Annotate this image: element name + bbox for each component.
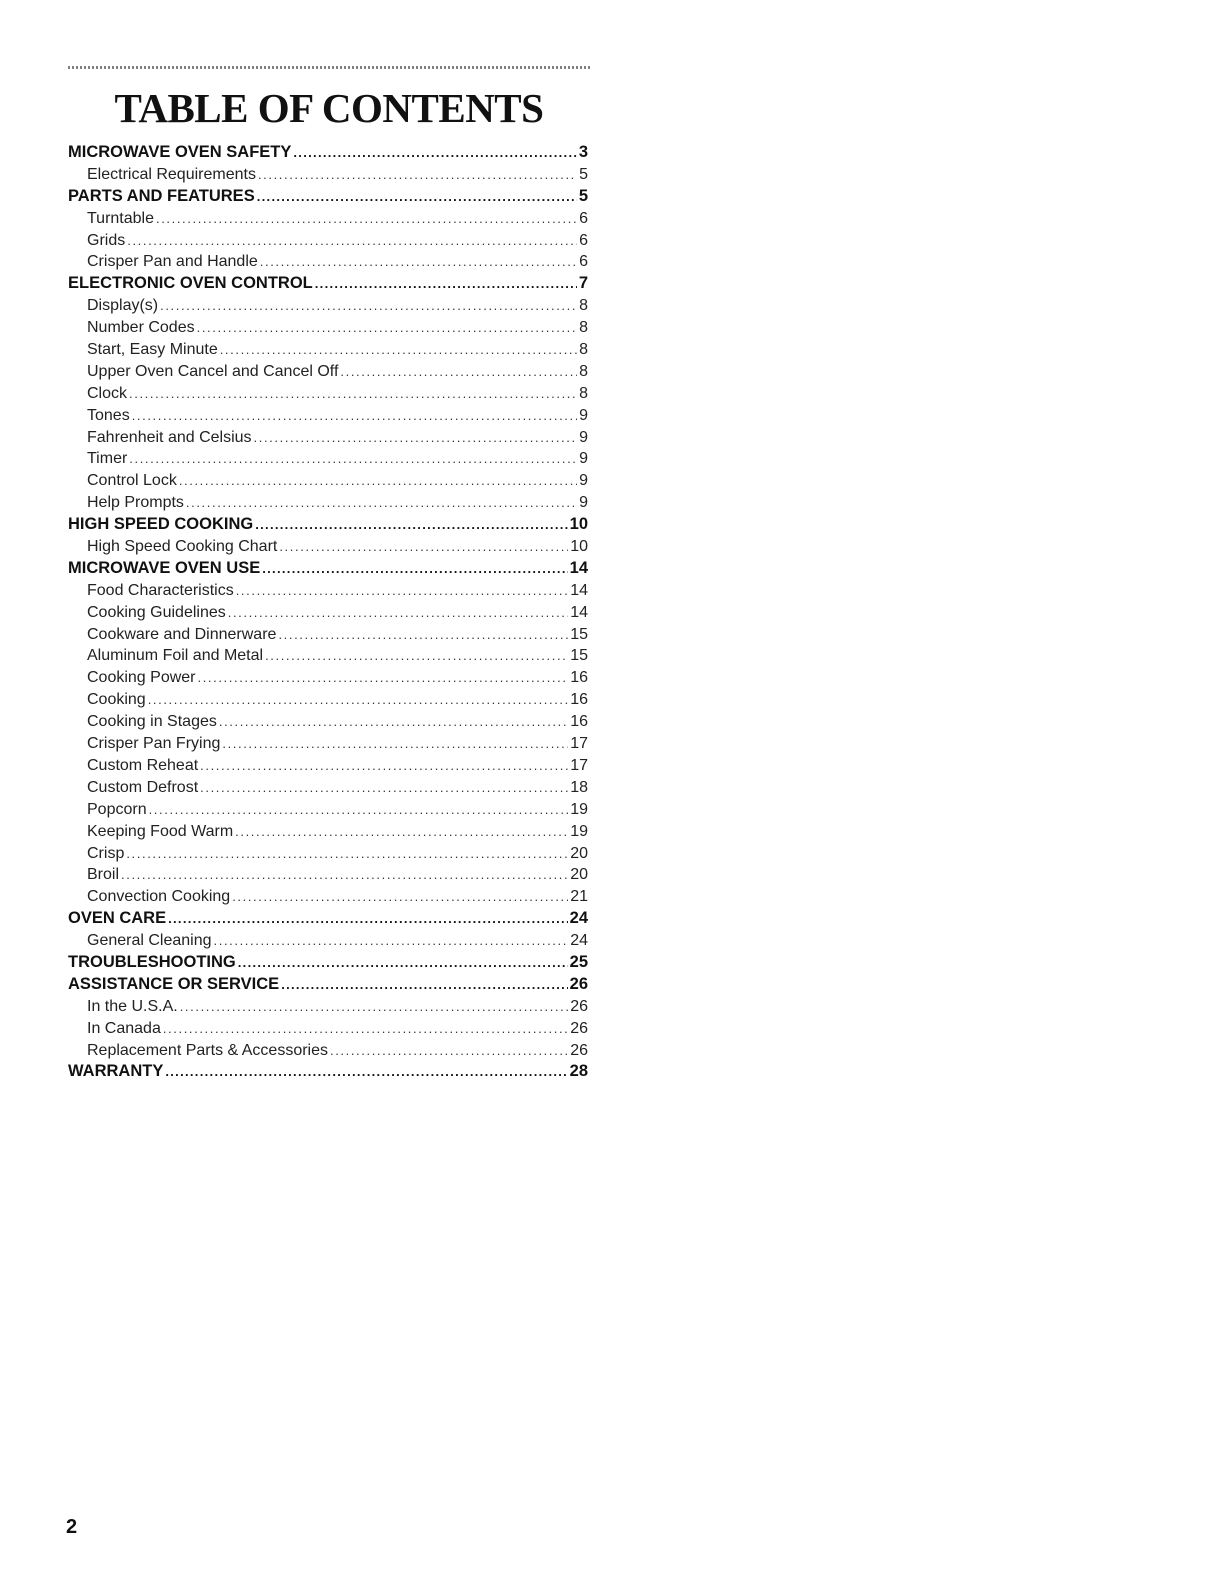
toc-section-entry [68, 974, 588, 996]
toc-subentry [68, 295, 588, 317]
toc-subentry [68, 536, 588, 558]
toc-entry-label: TROUBLESHOOTING [68, 952, 236, 971]
dot-leader [198, 667, 569, 689]
toc-section-entry [68, 558, 588, 580]
toc-entry-page: 9 [579, 428, 588, 446]
toc-subentry [68, 930, 588, 952]
toc-entry-page: 8 [579, 297, 588, 315]
toc-entry-page: 16 [570, 713, 588, 731]
dot-leader [163, 1018, 568, 1040]
toc-entry-label: Aluminum Foil and Metal [87, 647, 264, 665]
toc-entry-page: 17 [570, 735, 588, 753]
toc-section-entry [68, 908, 588, 930]
toc-entry-page: 15 [570, 625, 588, 643]
toc-entry-label: Number Codes [87, 319, 195, 337]
toc-entry-label: HIGH SPEED COOKING [68, 515, 254, 534]
dot-leader [258, 164, 577, 186]
toc-entry-page: 26 [570, 1041, 588, 1059]
toc-entry-page: 9 [579, 494, 588, 512]
toc-subentry [68, 164, 588, 186]
dot-leader [255, 514, 567, 536]
toc-entry-page: 25 [569, 952, 588, 971]
toc-section-entry [68, 514, 588, 536]
toc-subentry [68, 799, 588, 821]
page-title: TABLE OF CONTENTS [114, 85, 544, 131]
toc-entry-page: 9 [579, 406, 588, 424]
toc-entry-page: 6 [579, 253, 588, 271]
toc-section-entry [68, 142, 588, 164]
toc-entry-page: 28 [569, 1062, 588, 1081]
toc-entry-page: 24 [569, 909, 588, 928]
toc-subentry [68, 624, 588, 646]
toc-subentry [68, 383, 588, 405]
toc-subentry [68, 427, 588, 449]
dot-leader [265, 645, 568, 667]
dot-leader [121, 864, 568, 886]
toc-entry-page: 17 [570, 756, 588, 774]
toc-entry-page: 6 [579, 231, 588, 249]
dot-leader [293, 142, 576, 164]
toc-entry-page: 10 [570, 538, 588, 556]
toc-entry-label: MICROWAVE OVEN USE [68, 558, 261, 577]
toc-entry-label: Clock [87, 384, 128, 402]
dot-leader [254, 427, 578, 449]
toc-entry-label: Turntable [87, 209, 154, 227]
dot-leader [262, 558, 567, 580]
toc-entry-page: 16 [570, 691, 588, 709]
toc-entry-label: General Cleaning [87, 932, 212, 950]
toc-section-entry [68, 273, 588, 295]
toc-entry-page: 5 [579, 165, 588, 183]
toc-entry-page: 15 [570, 647, 588, 665]
dot-leader [219, 711, 568, 733]
dot-leader [278, 624, 568, 646]
toc-entry-page: 10 [569, 515, 588, 534]
toc-entry-label: Tones [87, 406, 130, 424]
toc-entry-label: MICROWAVE OVEN SAFETY [68, 143, 292, 161]
dot-leader [165, 1061, 567, 1083]
toc-entry-page: 20 [570, 866, 588, 884]
toc-subentry [68, 492, 588, 514]
toc-entry-label: Convection Cooking [87, 888, 231, 906]
toc-entry-label: Start, Easy Minute [87, 341, 218, 359]
toc-section-entry [68, 1061, 588, 1083]
dot-leader [330, 1040, 568, 1062]
dot-leader [214, 930, 569, 952]
toc-subentry [68, 755, 588, 777]
toc-subentry [68, 689, 588, 711]
toc-entry-label: Timer [87, 450, 128, 468]
dot-leader [197, 317, 577, 339]
toc-subentry [68, 821, 588, 843]
toc-entry-page: 19 [570, 822, 588, 840]
toc-section-entry [68, 952, 588, 974]
dot-leader [220, 339, 577, 361]
toc-entry-label: Popcorn [87, 800, 147, 818]
dot-leader [236, 580, 568, 602]
toc-entry-label: Cooking Guidelines [87, 603, 226, 621]
toc-entry-page: 8 [579, 319, 588, 337]
dot-leader [149, 799, 569, 821]
toc-entry-page: 8 [579, 362, 588, 380]
dot-leader [232, 886, 568, 908]
toc-entry-page: 26 [569, 974, 588, 993]
toc-entry-page: 14 [570, 581, 588, 599]
page-number: 2 [66, 1516, 78, 1538]
dot-leader [279, 536, 568, 558]
toc-entry-label: Upper Oven Cancel and Cancel Off [87, 362, 339, 380]
dot-leader [127, 230, 577, 252]
dot-leader [222, 733, 568, 755]
toc-entry-page: 24 [570, 932, 588, 950]
dot-leader [132, 405, 577, 427]
toc-entry-label: Custom Reheat [87, 756, 199, 774]
toc-entry-label: Broil [87, 866, 120, 884]
toc-entry-page: 19 [570, 800, 588, 818]
toc-entry-page: 6 [579, 209, 588, 227]
toc-entry-label: Control Lock [87, 472, 177, 490]
toc-subentry [68, 317, 588, 339]
toc-entry-label: Fahrenheit and Celsius [87, 428, 252, 446]
toc-subentry [68, 711, 588, 733]
toc-entry-page: 9 [579, 472, 588, 490]
dot-leader [129, 383, 577, 405]
dot-leader [228, 602, 568, 624]
toc-entry-label: In the U.S.A. [87, 997, 178, 1015]
table-of-contents [68, 142, 588, 1083]
toc-entry-page: 26 [570, 997, 588, 1015]
toc-entry-label: Cookware and Dinnerware [87, 625, 277, 643]
toc-entry-page: 21 [570, 888, 588, 906]
toc-entry-page: 5 [578, 186, 588, 205]
dot-leader [160, 295, 577, 317]
toc-entry-label: Grids [87, 231, 126, 249]
dot-leader [315, 273, 577, 295]
toc-entry-label: Crisp [87, 844, 125, 862]
toc-subentry [68, 361, 588, 383]
toc-entry-label: Food Characteristics [87, 581, 234, 599]
toc-entry-page: 14 [569, 558, 588, 577]
toc-entry-label: PARTS AND FEATURES [68, 186, 255, 205]
toc-entry-label: Help Prompts [87, 494, 184, 512]
toc-entry-label: Keeping Food Warm [87, 822, 234, 840]
dot-leader [156, 208, 577, 230]
toc-entry-page: 8 [579, 341, 588, 359]
dot-leader [126, 843, 568, 865]
toc-subentry [68, 251, 588, 273]
toc-entry-label: ELECTRONIC OVEN CONTROL [68, 274, 313, 293]
toc-entry-label: In Canada [87, 1019, 161, 1037]
dot-leader [200, 755, 568, 777]
toc-entry-label: ASSISTANCE OR SERVICE [68, 974, 280, 993]
toc-entry-page: 7 [578, 274, 588, 293]
toc-subentry [68, 733, 588, 755]
toc-subentry [68, 448, 588, 470]
dot-leader [200, 777, 568, 799]
toc-entry-label: Cooking [87, 691, 146, 709]
toc-subentry [68, 580, 588, 602]
toc-subentry [68, 777, 588, 799]
toc-entry-page: 26 [570, 1019, 588, 1037]
toc-section-entry [68, 186, 588, 208]
toc-subentry [68, 667, 588, 689]
toc-entry-page: 8 [579, 384, 588, 402]
toc-subentry [68, 645, 588, 667]
toc-subentry [68, 339, 588, 361]
dot-leader [260, 251, 577, 273]
toc-subentry [68, 470, 588, 492]
toc-entry-page: 20 [570, 844, 588, 862]
toc-subentry [68, 1040, 588, 1062]
toc-entry-label: Crisper Pan Frying [87, 735, 221, 753]
toc-entry-label: OVEN CARE [68, 909, 167, 928]
toc-subentry [68, 208, 588, 230]
toc-entry-label: WARRANTY [68, 1062, 164, 1081]
toc-subentry [68, 602, 588, 624]
top-dotted-rule [68, 66, 590, 69]
toc-entry-label: High Speed Cooking Chart [87, 538, 278, 556]
dot-leader [168, 908, 568, 930]
toc-subentry [68, 996, 588, 1018]
toc-entry-label: Cooking in Stages [87, 713, 217, 731]
toc-entry-label: Crisper Pan and Handle [87, 253, 258, 271]
toc-subentry [68, 230, 588, 252]
dot-leader [235, 821, 568, 843]
toc-subentry [68, 864, 588, 886]
toc-entry-label: Replacement Parts & Accessories [87, 1041, 328, 1059]
toc-entry-label: Custom Defrost [87, 778, 199, 796]
dot-leader [257, 186, 577, 208]
dot-leader [186, 492, 577, 514]
toc-entry-page: 9 [579, 450, 588, 468]
dot-leader [180, 996, 568, 1018]
dot-leader [340, 361, 577, 383]
toc-entry-page: 3 [578, 143, 588, 161]
toc-entry-page: 18 [570, 778, 588, 796]
toc-entry-page: 14 [570, 603, 588, 621]
dot-leader [179, 470, 577, 492]
toc-subentry [68, 886, 588, 908]
toc-subentry [68, 405, 588, 427]
toc-entry-page: 16 [570, 669, 588, 687]
dot-leader [238, 952, 568, 974]
toc-entry-label: Electrical Requirements [87, 165, 256, 183]
dot-leader [281, 974, 567, 996]
toc-entry-label: Display(s) [87, 297, 159, 315]
toc-subentry [68, 843, 588, 865]
dot-leader [148, 689, 569, 711]
toc-subentry [68, 1018, 588, 1040]
toc-entry-label: Cooking Power [87, 669, 196, 687]
dot-leader [129, 448, 577, 470]
